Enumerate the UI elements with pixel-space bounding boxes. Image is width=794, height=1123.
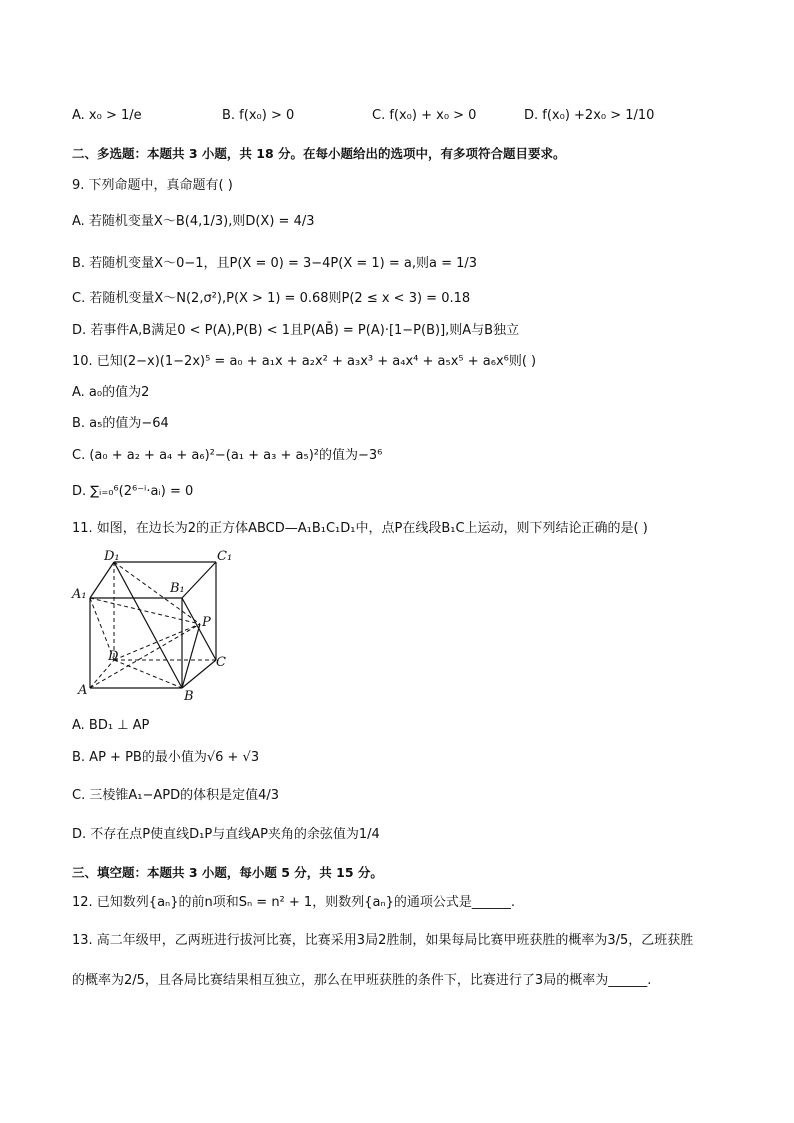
q8-option-b: B. f(x₀) > 0 (222, 108, 295, 123)
q11-option-c: C. 三棱锥A₁−APD的体积是定值4/3 (72, 788, 280, 803)
q12-text: 12. 已知数列{aₙ}的前n项和Sₙ = n² + 1，则数列{aₙ}的通项公式是______. (72, 895, 516, 910)
label-c1: C₁ (217, 549, 233, 564)
label-b: B (184, 689, 194, 704)
q11-stem: 11. 如图，在边长为2的正方体ABCD—A₁B₁C₁D₁中，点P在线段B₁C上运动，则下列结论正确的是( ) (72, 521, 648, 536)
q9-option-a: A. 若随机变量X～B(4,1/3),则D(X) = 4/3 (72, 214, 315, 229)
label-a1: A₁ (72, 587, 87, 602)
label-d1: D₁ (104, 549, 120, 564)
q13-line2: 的概率为2/5，且各局比赛结果相互独立，那么在甲班获胜的条件下，比赛进行了3局的概率为______. (72, 973, 652, 988)
q8-option-c: C. f(x₀) + x₀ > 0 (372, 108, 477, 123)
section3-heading: 三、填空题：本题共 3 小题，每小题 5 分，共 15 分。 (72, 865, 383, 880)
q10-option-a: A. a₀的值为2 (72, 385, 150, 400)
q9-stem: 9. 下列命题中，真命题有( ) (72, 178, 233, 193)
section2-heading: 二、多选题：本题共 3 小题，共 18 分。在每小题给出的选项中，有多项符合题目要求。 (72, 146, 566, 161)
q10-option-d: D. ∑ᵢ₌₀⁶(2⁶⁻ⁱ·aᵢ) = 0 (72, 484, 194, 499)
label-c: C (216, 655, 226, 670)
cube-figure (70, 548, 240, 706)
label-b1: B₁ (170, 581, 185, 596)
q10-option-c: C. (a₀ + a₂ + a₄ + a₆)²−(a₁ + a₃ + a₅)²的值为−3⁶ (72, 448, 383, 463)
q8-option-d: D. f(x₀) +2x₀ > 1/10 (524, 108, 655, 123)
q11-option-a: A. BD₁ ⊥ AP (72, 718, 150, 733)
label-a: A (78, 683, 88, 698)
q11-option-b: B. AP + PB的最小值为√6 + √3 (72, 750, 260, 765)
q9-option-c: C. 若随机变量X～N(2,σ²),P(X > 1) = 0.68则P(2 ≤ x < 3) = 0.18 (72, 291, 471, 306)
q9-option-d: D. 若事件A,B满足0 < P(A),P(B) < 1且P(AB̄) = P(A)·[1−P(B)],则A与B独立 (72, 323, 520, 338)
q10-stem: 10. 已知(2−x)(1−2x)⁵ = a₀ + a₁x + a₂x² + a₃x³ + a₄x⁴ + a₅x⁵ + a₆x⁶则( ) (72, 354, 537, 369)
label-d: D (108, 649, 119, 664)
q10-option-b: B. a₅的值为−64 (72, 416, 169, 431)
q13-line1: 13. 高二年级甲，乙两班进行拔河比赛，比赛采用3局2胜制，如果每局比赛甲班获胜的概率为3/5，乙班获胜 (72, 933, 694, 948)
q9-option-b: B. 若随机变量X～0−1，且P(X = 0) = 3−4P(X = 1) = a,则a = 1/3 (72, 256, 478, 271)
q8-option-a: A. x₀ > 1/e (72, 108, 142, 123)
cube-solid-edges (90, 562, 216, 688)
q11-option-d: D. 不存在点P使直线D₁P与直线AP夹角的余弦值为1/4 (72, 827, 380, 842)
label-p: P (202, 615, 211, 630)
